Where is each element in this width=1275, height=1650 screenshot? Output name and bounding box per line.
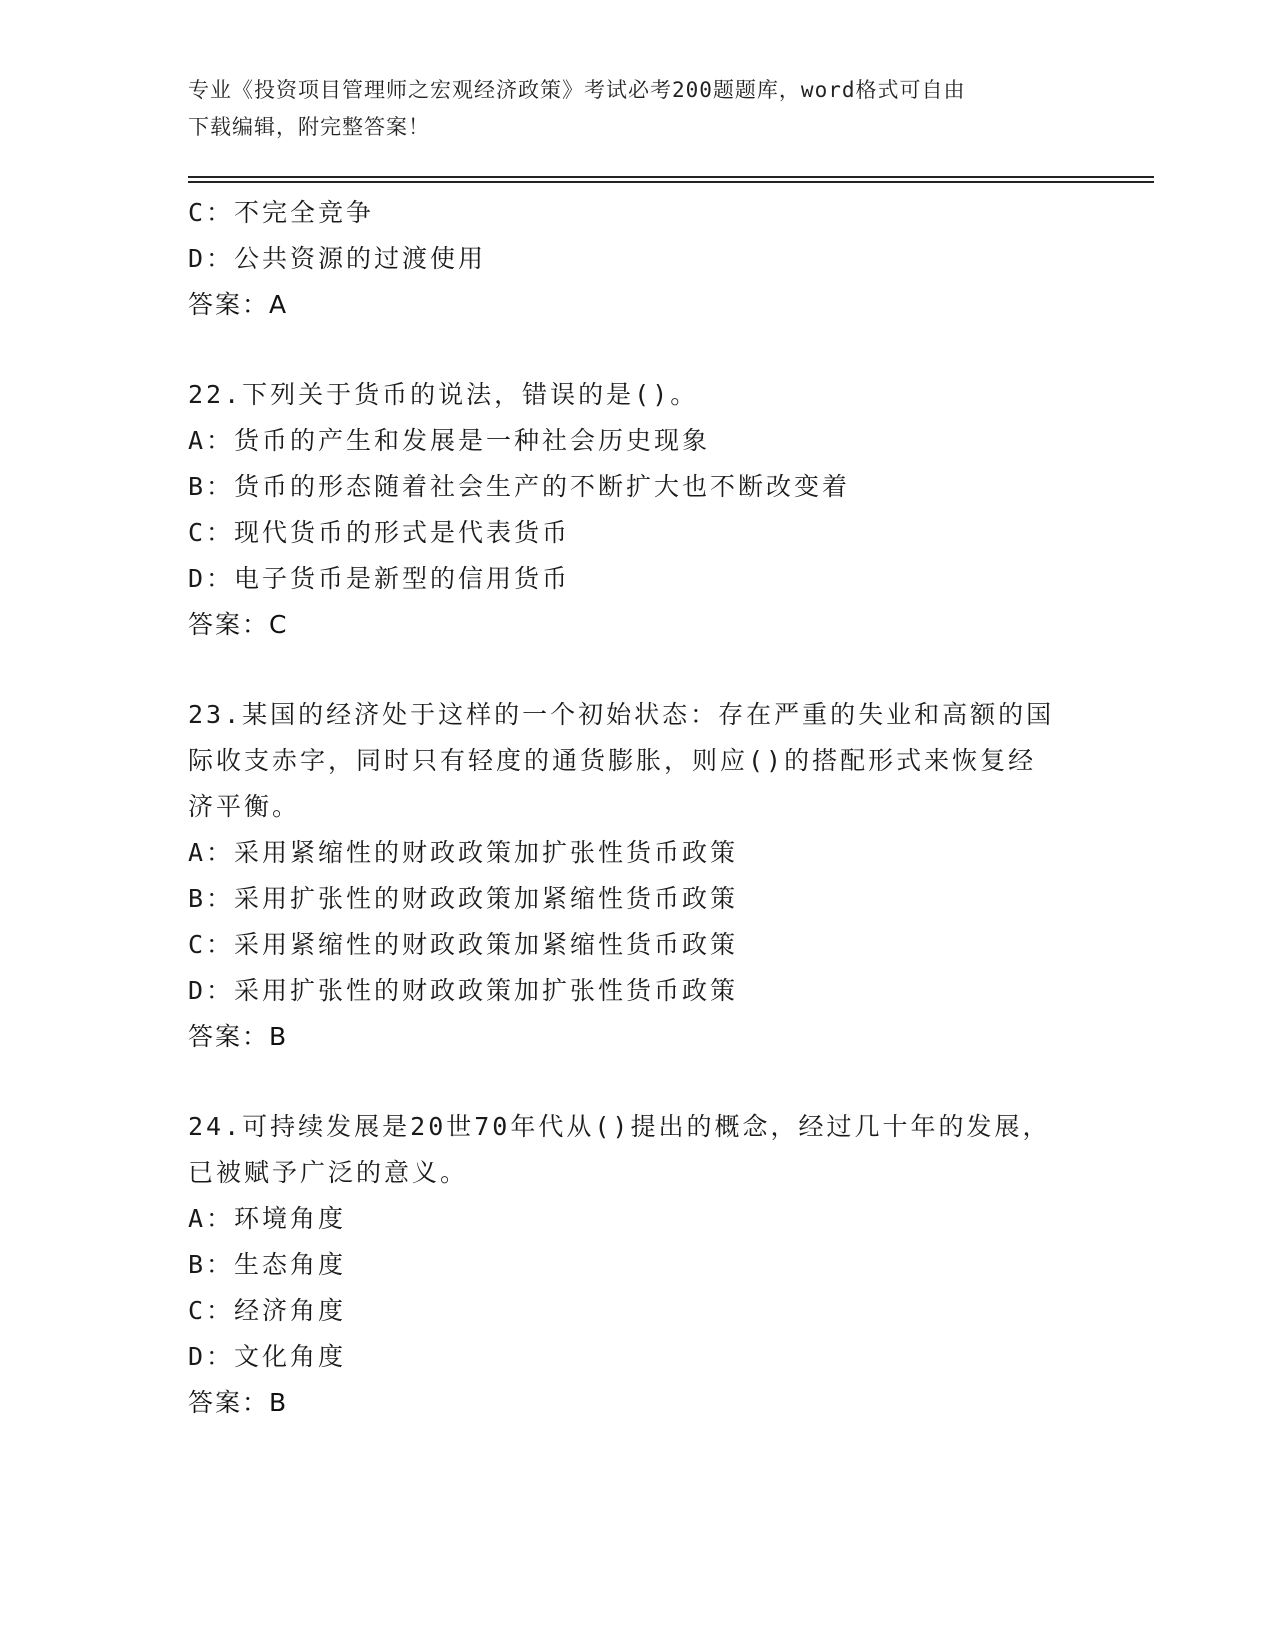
- option-d: D：电子货币是新型的信用货币: [188, 564, 571, 593]
- option-d: D：采用扩张性的财政政策加扩张性货币政策: [188, 976, 739, 1005]
- question-21-tail: [188, 190, 1088, 328]
- question-stem: 22.下列关于货币的说法，错误的是()。: [188, 380, 699, 409]
- option-c: C：不完全竞争: [188, 198, 375, 227]
- answer-line: 答案：B: [188, 1388, 289, 1417]
- document-header: [188, 72, 1088, 146]
- answer-line: 答案：A: [188, 290, 289, 319]
- option-c: C：现代货币的形式是代表货币: [188, 518, 571, 547]
- option-d: D：公共资源的过渡使用: [188, 244, 487, 273]
- option-a: A：环境角度: [188, 1204, 347, 1233]
- question-stem-line-2: 际收支赤字，同时只有轻度的通货膨胀，则应()的搭配形式来恢复经: [188, 746, 1037, 775]
- question-23: [188, 692, 1088, 1060]
- header-rule-top: [188, 176, 1154, 178]
- header-line-2: 下载编辑，附完整答案！: [188, 115, 430, 139]
- question-22: [188, 372, 1088, 648]
- answer-line: 答案：B: [188, 1022, 289, 1051]
- option-a: A：货币的产生和发展是一种社会历史现象: [188, 426, 711, 455]
- question-stem-line-2: 已被赋予广泛的意义。: [188, 1158, 469, 1187]
- header-line-1: 专业《投资项目管理师之宏观经济政策》考试必考200题题库，word格式可自由: [188, 78, 966, 102]
- option-b: B：生态角度: [188, 1250, 347, 1279]
- option-c: C：采用紧缩性的财政政策加紧缩性货币政策: [188, 930, 739, 959]
- question-24: [188, 1104, 1088, 1426]
- header-rule-bottom: [188, 181, 1154, 183]
- question-list: [188, 190, 1088, 1426]
- option-b: B：采用扩张性的财政政策加紧缩性货币政策: [188, 884, 739, 913]
- option-d: D：文化角度: [188, 1342, 347, 1371]
- question-stem-line-1: 23.某国的经济处于这样的一个初始状态：存在严重的失业和高额的国: [188, 700, 1055, 729]
- option-a: A：采用紧缩性的财政政策加扩张性货币政策: [188, 838, 739, 867]
- option-c: C：经济角度: [188, 1296, 347, 1325]
- option-b: B：货币的形态随着社会生产的不断扩大也不断改变着: [188, 472, 851, 501]
- question-stem-line-3: 济平衡。: [188, 792, 301, 821]
- question-stem-line-1: 24.可持续发展是20世70年代从()提出的概念，经过几十年的发展，: [188, 1112, 1051, 1141]
- answer-line: 答案：C: [188, 610, 289, 639]
